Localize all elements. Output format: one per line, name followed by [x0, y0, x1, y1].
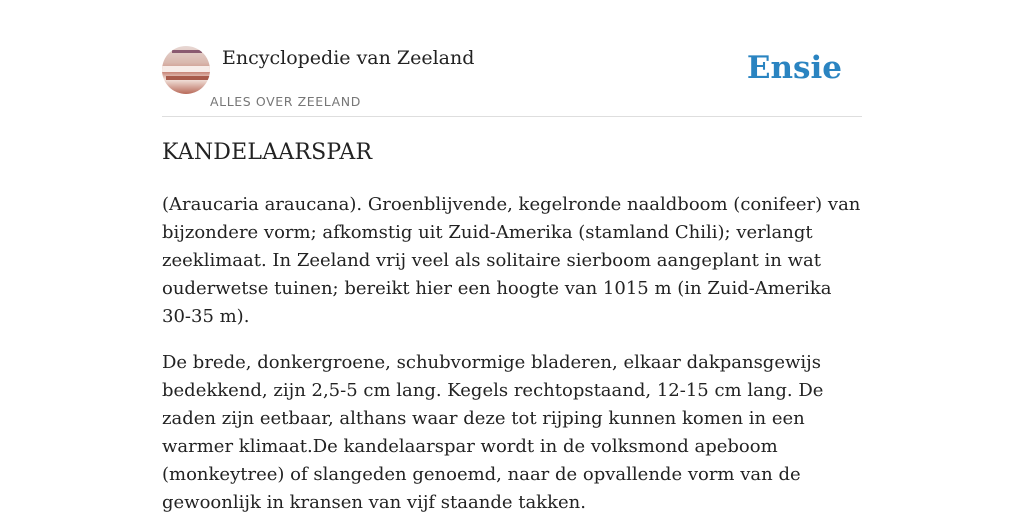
avatar-detail	[162, 66, 210, 72]
article-paragraph: De brede, donkergroene, schubvormige bladeren, elkaar dakpansgewijs bedekkend, zijn 2,5-5 cm lang. Kegels rechtopstaand, 12-15 cm lang. De zaden zijn eetbaar, althans waar deze tot rijping kunnen komen in een warmer klimaat.De kandelaarspar wordt in de volksmond apeboom (monkeytree) of slangeden genoemd, naar de opvallende vorm van de gewoonlijk in kransen van vijf staande takken.	[162, 352, 824, 512]
site-subtitle: ALLES OVER ZEELAND	[210, 94, 361, 109]
page-title: KANDELAARSPAR	[162, 140, 373, 165]
article-content	[162, 140, 862, 512]
avatar-detail	[166, 76, 210, 80]
site-avatar[interactable]	[162, 46, 210, 94]
site-title[interactable]: Encyclopedie van Zeeland	[222, 47, 475, 69]
brand-logo-link[interactable]: Ensie	[746, 50, 842, 86]
site-header	[162, 46, 862, 117]
article-paragraph: (Araucaria araucana). Groenblijvende, kegelronde naaldboom (conifeer) van bijzondere vorm; afkomstig uit Zuid-Amerika (stamland Chili); verlangt zeeklimaat. In Zeeland vrij veel als solitaire sierboom aangeplant in wat ouderwetse tuinen; bereikt hier een hoogte van 1015 m (in Zuid-Amerika 30-35 m).	[162, 194, 861, 327]
avatar-detail	[172, 50, 202, 53]
